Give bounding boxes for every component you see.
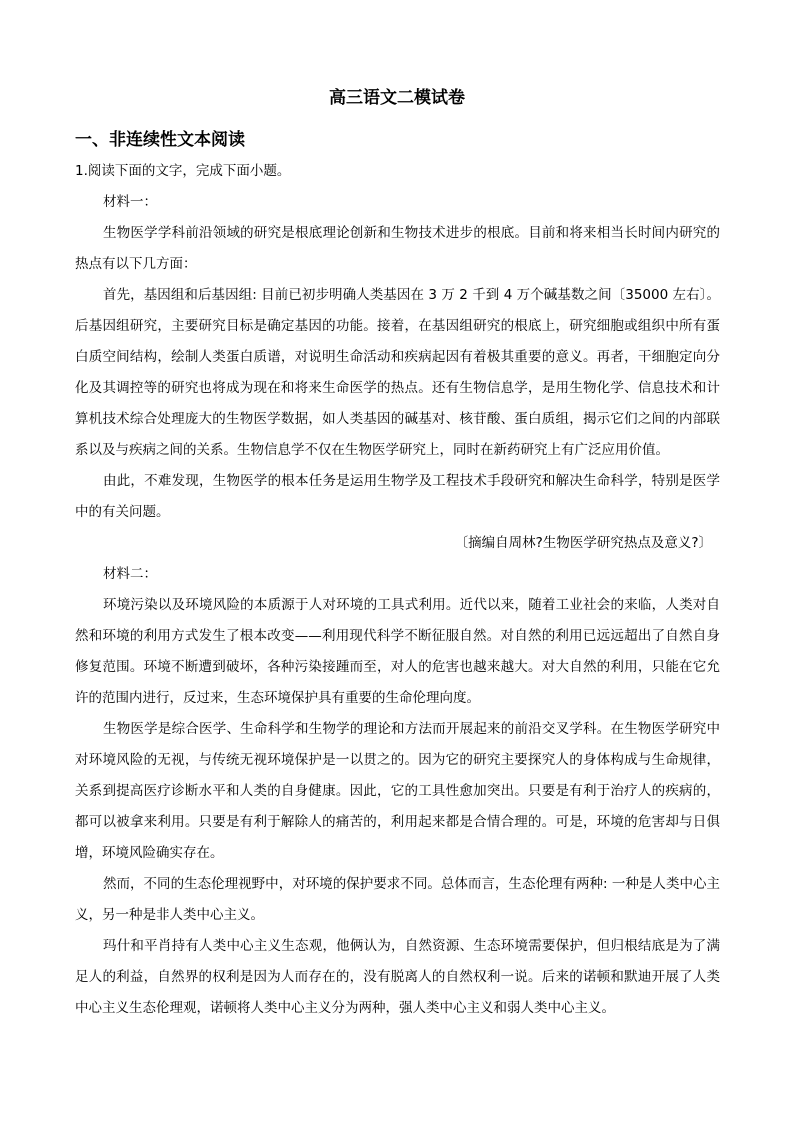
material2-paragraph: 生物医学是综合医学、生命科学和生物学的理论和方法而开展起来的前沿交叉学科。在生物医学研究中对环境风险的无视，与传统无视环境保护是一以贯之的。因为它的研究主要探究人的身体构成与生命规律，关系到提高医疗诊断水平和人类的自身健康。因此，它的工具性愈加突出。只要是有利于治疗人的疾病的，都可以被拿来利用。只要是有利于解除人的痛苦的，利用起来都是合情合理的。可是，环境的危害却与日俱增，环境风险确实存在。 xyxy=(75,721,720,861)
document-body xyxy=(75,156,720,1024)
material1-paragraph: 由此，不难发现，生物医学的根本任务是运用生物学及工程技术手段研究和解决生命科学，特别是医学中的有关问题。 xyxy=(75,473,720,520)
material1-label: 材料一： xyxy=(103,194,157,210)
material1-paragraph: 首先，基因组和后基因组: 目前已初步明确人类基因在 3 万 2 千到 4 万个碱基数之间〔35000 左右〕。后基因组研究，主要研究目标是确定基因的功能。接着，在基因组研究的根底上，研究细胞或组织中所有蛋白质空间结构，绘制人类蛋白质谱，对说明生命活动和疾病起因有着极其重要的意义。再者，干细胞定向分化及其调控等的研究也将成为现在和将来生命医学的热点。还有生物信息学，是用生物化学、信息技术和计算机技术综合处理庞大的生物医学数据，如人类基因的碱基对、核苷酸、蛋白质组，揭示它们之间的内部联系以及与疾病之间的关系。生物信息学不仅在生物医学研究上，同时在新药研究上有广泛应用价值。 xyxy=(75,287,720,458)
material2-label: 材料二： xyxy=(103,566,157,582)
material2-paragraph: 然而，不同的生态伦理视野中，对环境的保护要求不同。总体而言，生态伦理有两种: 一种是人类中心主义，另一种是非人类中心主义。 xyxy=(75,876,720,923)
material1-paragraph: 生物医学学科前沿领域的研究是根底理论创新和生物技术进步的根底。目前和将来相当长时间内研究的热点有以下几方面： xyxy=(75,225,720,272)
section-heading: 一、非连续性文本阅读 xyxy=(75,130,245,150)
document-title: 高三语文二模试卷 xyxy=(329,88,465,108)
material1-source: 〔摘编自周林?生物医学研究热点及意义?〕 xyxy=(454,535,712,551)
material2-paragraph: 环境污染以及环境风险的本质源于人对环境的工具式利用。近代以来，随着工业社会的来临，人类对自然和环境的利用方式发生了根本改变——利用现代科学不断征服自然。对自然的利用已远远超出了自然自身修复范围。环境不断遭到破坏，各种污染接踵而至，对人的危害也越来越大。对大自然的利用，只能在它允许的范围内进行，反过来，生态环境保护具有重要的生命伦理向度。 xyxy=(75,597,720,706)
material2-paragraph: 玛什和平肖持有人类中心主义生态观，他俩认为，自然资源、生态环境需要保护，但归根结底是为了满足人的利益，自然界的权利是因为人而存在的，没有脱离人的自然权利一说。后来的诺顿和默迪开展了人类中心主义生态伦理观，诺顿将人类中心主义分为两种，强人类中心主义和弱人类中心主义。 xyxy=(75,938,720,1016)
question-prompt: 1.阅读下面的文字，完成下面小题。 xyxy=(75,163,291,179)
